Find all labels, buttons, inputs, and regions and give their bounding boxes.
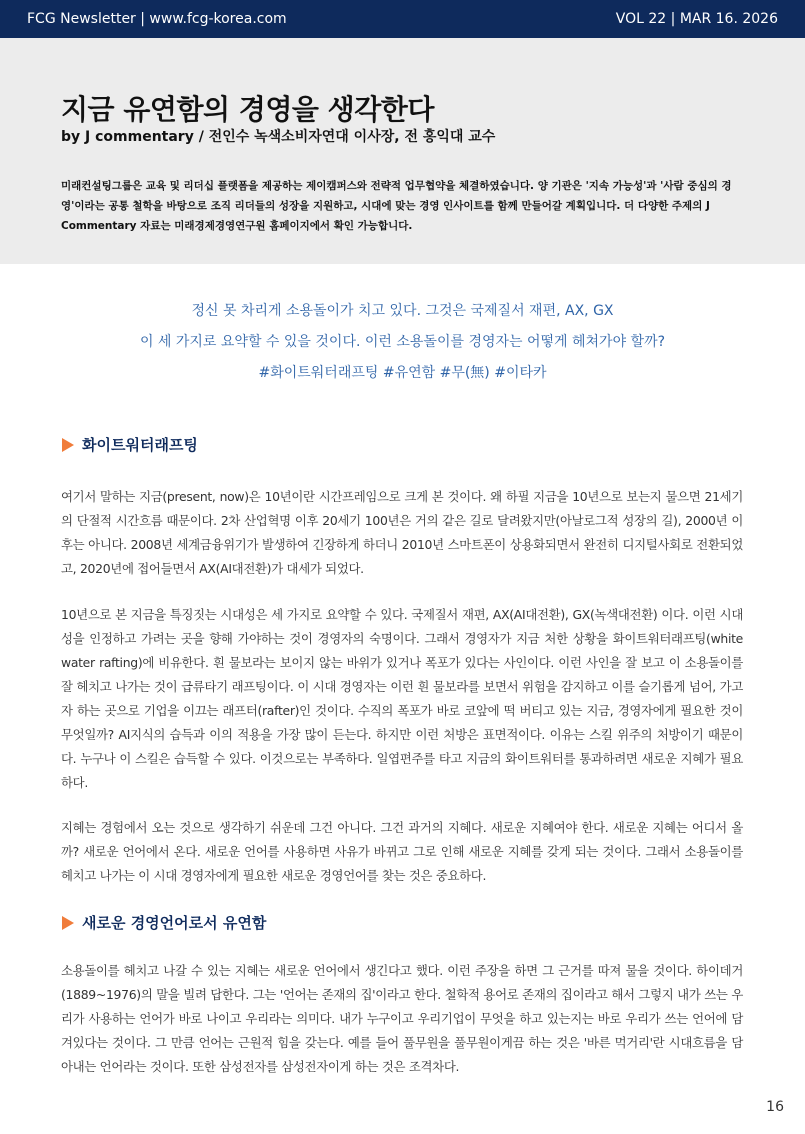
section-heading-whitewater	[62, 434, 198, 455]
paragraph: 여기서 말하는 지금(present, now)은 10년이란 시간프레임으로 크게 본 것이다. 왜 하필 지금을 10년으로 보는지 물으면 21세기의 단절적 시간흐름 때문이다. 2차 산업혁명 이후 20세기 100년은 거의 같은 길로 달려왔지만(아날로그적 성장의 길), 2000년 이후는 아니다. 2008년 세계금융위기가 발생하여 긴장하게 하더니 2010년 스마트폰이 상용화되면서 완전히 디지털사회로 전환되었고, 2020년에 접어들면서 AX(AI대전환)가 대세가 되었다.	[61, 489, 743, 576]
paragraph: 소용돌이를 헤치고 나갈 수 있는 지혜는 새로운 언어에서 생긴다고 했다. 이런 주장을 하면 그 근거를 따져 물을 것이다. 하이데거(1889~1976)의 말을 빌려 답한다. 그는 '언어는 존재의 집'이라고 한다. 철학적 용어로 존재의 집이라고 해서 그렇지 내가 쓰는 우리가 사용하는 언어가 바로 나이고 우리라는 의미다. 내가 누구이고 우리기업이 무엇을 하고 있는지는 바로 우리가 쓰는 언어에 담겨있다는 것이다. 그 만큼 언어는 근원적 힘을 갖는다. 예를 들어 풀무원을 풀무원이게끔 하는 것은 '바른 먹거리'란 시대흐름을 담아내는 언어라는 것이다. 또한 삼성전자를 삼성전자이게 하는 것은 조격차다.	[61, 963, 743, 1074]
newsletter-site: FCG Newsletter | www.fcg-korea.com	[27, 11, 287, 27]
triangle-bullet-icon	[62, 438, 74, 452]
section-heading-flexibility	[62, 912, 266, 933]
lead-line-1: 정신 못 차리게 소용돌이가 치고 있다. 그것은 국제질서 재편, AX, GX	[191, 303, 614, 319]
section-heading-label: 새로운 경영언어로서 유연함	[82, 914, 267, 932]
article-byline: by J commentary / 전인수 녹색소비자연대 이사장, 전 홍익대 교수	[61, 129, 496, 145]
issue-info: VOL 22 | MAR 16. 2026	[615, 11, 778, 27]
triangle-bullet-icon	[62, 916, 74, 930]
newsletter-topbar	[0, 0, 805, 38]
lead-summary	[0, 296, 805, 389]
paragraph: 지혜는 경험에서 오는 것으로 생각하기 쉬운데 그건 아니다. 그건 과거의 지혜다. 새로운 지혜여야 한다. 새로운 지혜는 어디서 올까? 새로운 언어에서 온다. 새로운 언어를 사용하면 사유가 바뀌고 그로 인해 새로운 지혜를 갖게 되는 것이다. 그래서 소용돌이를 헤치고 나가는 이 시대 경영자에게 필요한 새로운 경영언어를 찾는 것은 중요하다.	[61, 820, 743, 883]
lead-line-2: 이 세 가지로 요약할 수 있을 것이다. 이런 소용돌이를 경영자는 어떻게 헤쳐가야 할까?	[139, 334, 666, 350]
paragraph: 10년으로 본 지금을 특징짓는 시대성은 세 가지로 요약할 수 있다. 국제질서 재편, AX(AI대전환), GX(녹색대전환) 이다. 이런 시대성을 인정하고 가려는 곳을 향해 가야하는 것이 경영자의 숙명이다. 그래서 경영자가 지금 처한 상황을 화이트워터래프팅(white water rafting)에 비유한다. 흰 물보라는 보이지 않는 바위가 있거나 폭포가 있다는 사인이다. 이런 사인을 잘 보고 이 소용돌이를 잘 헤치고 나가는 것이 급류타기 래프팅이다. 이 시대 경영자는 이런 흰 물보라를 보면서 위험을 감지하고 이를 슬기롭게 넘어, 가고자 하는 곳으로 기업을 이끄는 래프터(rafter)인 것이다. 수직의 폭포가 바로 코앞에 떡 버티고 있는 지금, 경영자에게 필요한 것이 무엇일까? AI지식의 습득과 이의 적용을 가장 많이 든는다. 하지만 이런 처방은 표면적이다. 이유는 스킬 위주의 처방이기 때문이다. 누구나 이 스킬은 습득할 수 있다. 이것으로는 부족하다. 일엽편주를 타고 지금의 화이트워터를 통과하려면 새로운 지혜가 필요하다.	[61, 607, 743, 790]
lead-hashtags: #화이트워터래프팅 #유연함 #무(無) #이타카	[258, 365, 547, 381]
article-header	[0, 38, 805, 264]
section-heading-label: 화이트워터래프팅	[82, 436, 198, 454]
page-number: 16	[766, 1099, 784, 1115]
article-intro: 미래컨설팅그룹은 교육 및 리더십 플랫폼을 제공하는 제이캠퍼스와 전략적 업무협약을 체결하였습니다. 양 기관은 '지속 가능성'과 '사람 중심의 경영'이라는 공통 철학을 바탕으로 조직 리더들의 성장을 지원하고, 시대에 맞는 경영 인사이트를 함께 만들어갈 계획입니다. 더 다양한 주제의 J Commentary 자료는 미래경제경영연구원 홈페이지에서 확인 가능합니다.	[61, 180, 732, 232]
article-title: 지금 유연함의 경영을 생각한다	[61, 93, 434, 126]
